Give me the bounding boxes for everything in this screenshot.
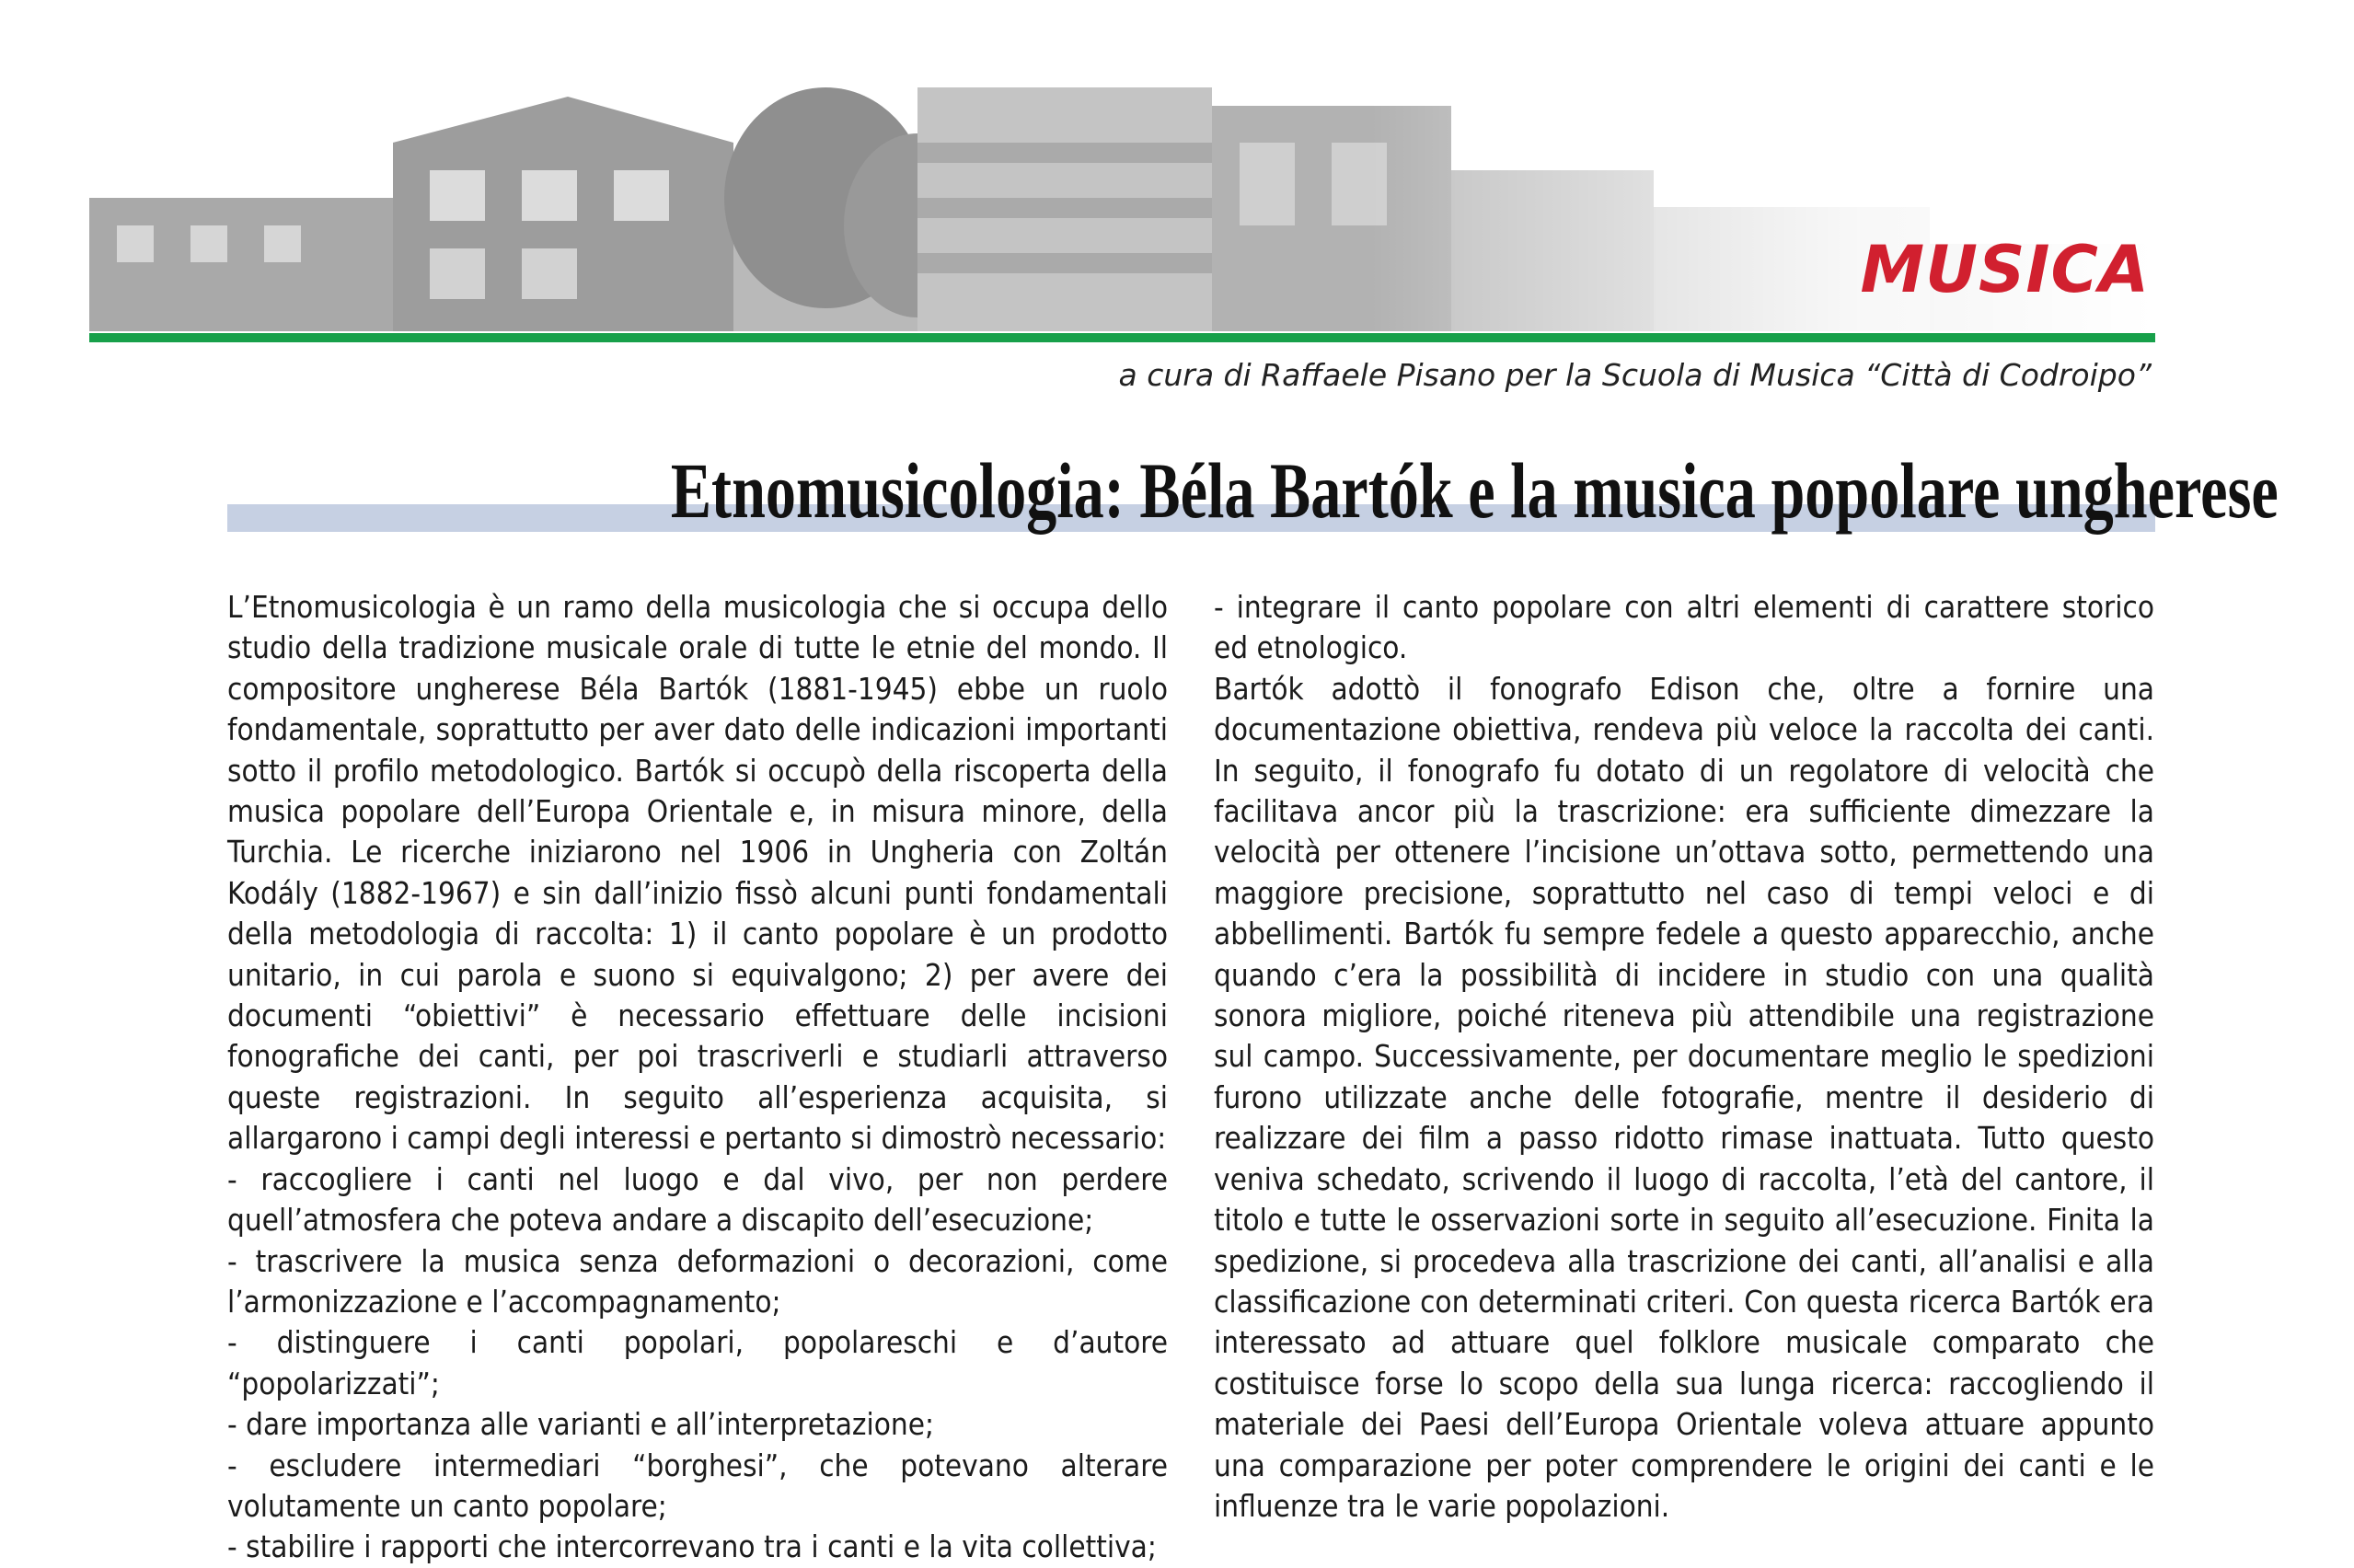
section-title: MUSICA xyxy=(1860,232,2150,307)
list-item: - dare importanza alle varianti e all’interpretazione; xyxy=(227,1406,935,1443)
cityscape-image xyxy=(89,87,2155,331)
list-item: - distinguere i canti popolari, popolareschi e d’autore “popolarizzati”; xyxy=(227,1324,1168,1401)
header-divider xyxy=(89,333,2155,342)
list-item: - stabilire i rapporti che intercorrevano tra i canti e la vita collettiva; xyxy=(227,1528,1157,1565)
list-item: - escludere intermediari “borghesi”, che potevano alterare volutamente un canto popolare; xyxy=(227,1447,1168,1524)
header-banner-photo xyxy=(89,87,2155,331)
list-item: - raccogliere i canti nel luogo e dal vivo, per non perdere quell’atmosfera che poteva andare a discapito dell’esecuzione; xyxy=(227,1160,1168,1239)
list-item: - integrare il canto popolare con altri elementi di carattere storico ed etnologico. xyxy=(1214,589,2154,666)
article-title: Etnomusicologia: Béla Bartók e la musica popolare ungherese xyxy=(670,446,2279,535)
headline-block xyxy=(227,446,2279,543)
intro-paragraph: L’Etnomusicologia è un ramo della musicologia che si occupa dello studio della tradizione musicale orale di tutte le etnie del mondo. Il compositore ungherese Béla Bartók (1881-1945) ebbe un ruolo fondamentale, soprattutto per aver dato delle indicazioni importanti sotto il profilo metodologico. Bartók si occupò della riscoperta della musica popolare dell’Europa Orientale e, in misura minore, della Turchia. Le ricerche iniziarono nel 1906 in Ungheria con Zoltán Kodály (1882-1967) e sin dall’inizio fissò alcuni punti fondamentali della metodologia di raccolta: 1) il canto popolare è un prodotto unitario, in cui parola e suono si equivalgono; 2) per avere dei documenti “obiettivi” è necessario effettuare delle incisioni fonografiche dei canti, per poi trascriverli e studiarli attraverso queste registrazioni. In seguito all’esperienza acquisita, si allargarono i campi degli interessi e pertanto si dimostrò necessario: xyxy=(227,589,1168,1157)
article-column-left xyxy=(227,587,1168,1568)
byline: a cura di Raffaele Pisano per la Scuola di Musica “Città di Codroipo” xyxy=(1118,357,2152,393)
body-paragraph: Bartók adottò il fonografo Edison che, oltre a fornire una documentazione obiettiva, rendeva più veloce la raccolta dei canti. In seguito, il fonografo fu dotato di un regolatore di velocità che facilitava ancor più la trascrizione: era sufficiente dimezzare la velocità per ottenere l’incisione un’ottava sotto, permettendo una maggiore precisione, soprattutto nel caso di tempi veloci e di abbellimenti. Bartók fu sempre fedele a questo apparecchio, anche quando c’era la possibilità di incidere in studio con una qualità sonora migliore, poiché riteneva più attendibile una registrazione sul campo. Successivamente, per documentare meglio le spedizioni furono utilizzate anche delle fotografie, mentre il desiderio di realizzare dei film a passo ridotto rimase inattuata. Tutto questo veniva schedato, scrivendo il luogo di raccolta, l’età del cantore, il titolo e tutte le osservazioni sorte in seguito all’esecuzione. Finita la spedizione, si procedeva alla trascrizione dei canti, all’analisi e alla classificazione con determinati criteri. Con questa ricerca Bartók era interessato ad attuare quel folklore musicale comparato che costituisce forse lo scopo della sua lunga ricerca: raccogliendo il materiale dei Paesi dell’Europa Orientale voleva attuare appunto una comparazione per poter comprendere le origini dei canti e le influenze tra le varie popolazioni. xyxy=(1214,670,2154,1524)
list-item: - trascrivere la musica senza deformazioni o decorazioni, come l’armonizzazione e l’accompagnamento; xyxy=(227,1242,1168,1320)
article-column-right xyxy=(1214,587,2154,1527)
